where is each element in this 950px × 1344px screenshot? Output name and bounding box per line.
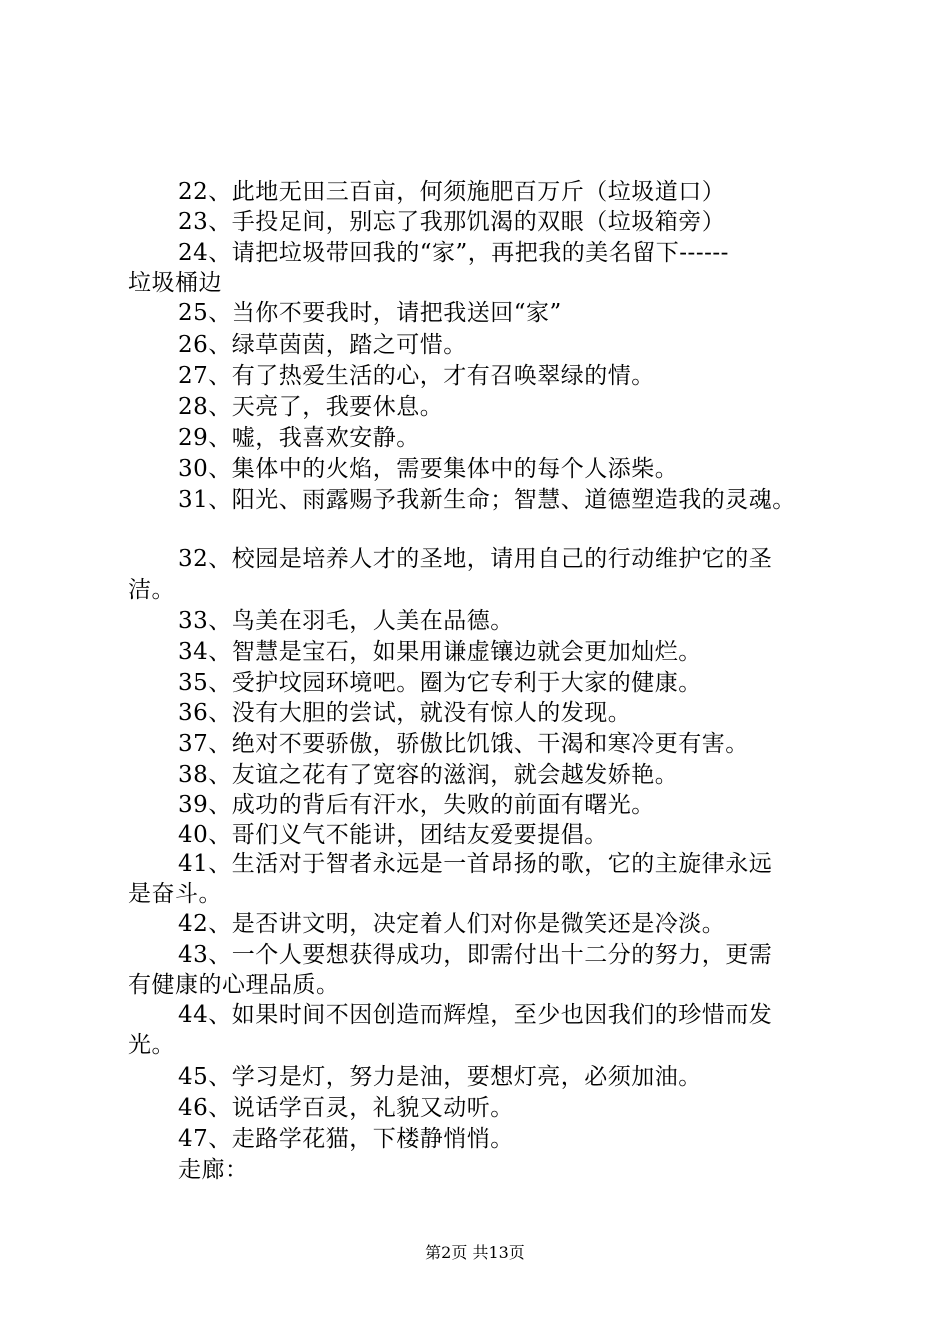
text-line: 28、天亮了，我要休息。 <box>178 394 444 420</box>
text-line: 37、绝对不要骄傲，骄傲比饥饿、干渴和寒冷更有害。 <box>178 731 749 757</box>
text-line: 25、当你不要我时，请把我送回“家” <box>178 300 562 326</box>
text-line: 22、此地无田三百亩，何须施肥百万斤（垃圾道口） <box>178 179 726 205</box>
text-line: 26、绿草茵茵，踏之可惜。 <box>178 332 467 358</box>
text-line: 43、一个人要想获得成功，即需付出十二分的努力，更需 <box>178 942 773 968</box>
text-line: 45、学习是灯，努力是油，要想灯亮，必须加油。 <box>178 1064 702 1090</box>
text-line: 有健康的心理品质。 <box>128 972 340 998</box>
text-line: 是奋斗。 <box>128 881 222 907</box>
text-line: 光。 <box>128 1032 175 1058</box>
text-line: 42、是否讲文明，决定着人们对你是微笑还是冷淡。 <box>178 911 726 937</box>
text-line: 垃圾桶边 <box>128 270 222 296</box>
text-line: 31、阳光、雨露赐予我新生命；智慧、道德塑造我的灵魂。 <box>178 487 796 513</box>
text-line: 41、生活对于智者永远是一首昂扬的歌，它的主旋律永远 <box>178 851 773 877</box>
text-line: 24、请把垃圾带回我的“家”，再把我的美名留下------ <box>178 240 729 266</box>
text-line: 29、嘘，我喜欢安静。 <box>178 425 420 451</box>
text-line: 39、成功的背后有汗水，失败的前面有曙光。 <box>178 792 655 818</box>
text-line: 36、没有大胆的尝试，就没有惊人的发现。 <box>178 700 632 726</box>
page-footer: 第2页 共13页 <box>425 1243 525 1262</box>
text-line: 38、友谊之花有了宽容的滋润，就会越发娇艳。 <box>178 762 679 788</box>
text-line: 洁。 <box>128 577 175 603</box>
text-line: 23、手投足间，别忘了我那饥渴的双眼（垃圾箱旁） <box>178 209 726 235</box>
text-line: 走廊： <box>178 1157 249 1183</box>
text-line: 44、如果时间不因创造而辉煌，至少也因我们的珍惜而发 <box>178 1002 773 1028</box>
text-line: 27、有了热爱生活的心，才有召唤翠绿的情。 <box>178 363 655 389</box>
text-line: 46、说话学百灵，礼貌又动听。 <box>178 1095 514 1121</box>
text-line: 40、哥们义气不能讲，团结友爱要提倡。 <box>178 822 608 848</box>
text-line: 47、走路学花猫，下楼静悄悄。 <box>178 1126 514 1152</box>
text-line: 33、鸟美在羽毛，人美在品德。 <box>178 608 514 634</box>
text-line: 30、集体中的火焰，需要集体中的每个人添柴。 <box>178 456 679 482</box>
text-line: 34、智慧是宝石，如果用谦虚镶边就会更加灿烂。 <box>178 639 702 665</box>
text-line: 32、校园是培养人才的圣地，请用自己的行动维护它的圣 <box>178 546 773 572</box>
text-line: 35、受护坟园环境吧。圈为它专利于大家的健康。 <box>178 670 702 696</box>
